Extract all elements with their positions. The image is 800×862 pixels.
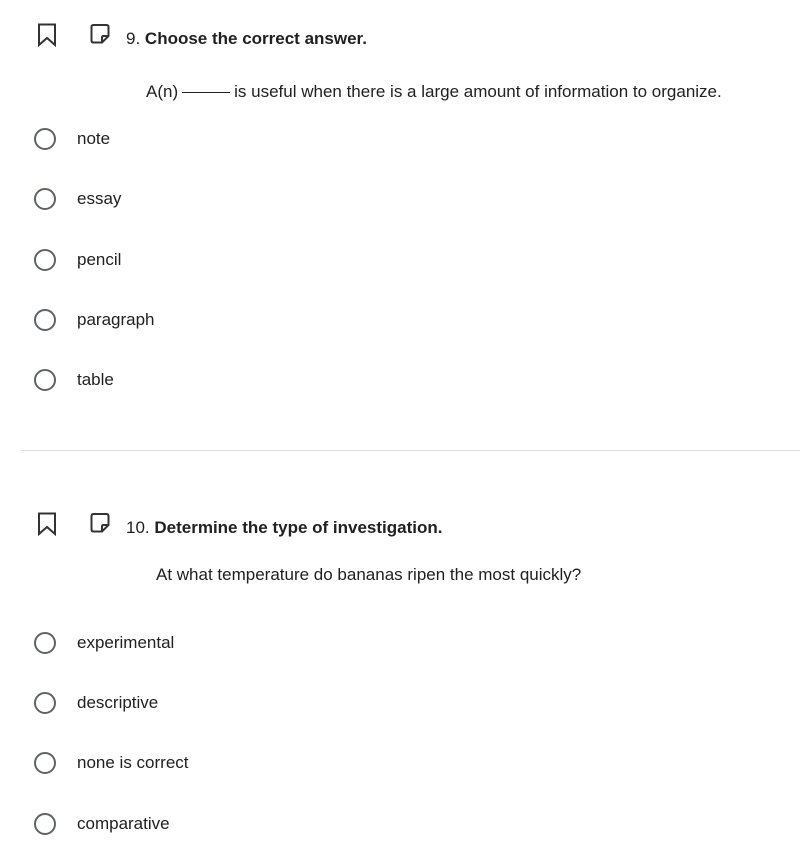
answer-option[interactable] [34,126,110,152]
option-label: none is correct [77,753,189,772]
radio-unselected-icon[interactable] [34,128,56,150]
question-title: Determine the type of investigation. [154,518,443,537]
question-heading [126,29,367,49]
radio-unselected-icon[interactable] [34,752,56,774]
question-prompt [146,82,722,102]
blank-line [182,92,230,93]
answer-option[interactable] [34,750,189,776]
answer-option[interactable] [34,367,114,393]
bookmark-icon[interactable] [37,512,57,536]
option-label: comparative [77,814,170,833]
question-prompt: At what temperature do bananas ripen the most quickly? [156,565,582,584]
answer-option[interactable] [34,690,158,716]
radio-unselected-icon[interactable] [34,692,56,714]
question-heading [126,518,442,538]
option-label: paragraph [77,310,155,329]
sticky-note-icon[interactable] [89,23,111,45]
prompt-text-before: A(n) [146,82,179,101]
sticky-note-icon[interactable] [89,512,111,534]
answer-option[interactable] [34,630,174,656]
bookmark-icon[interactable] [37,23,57,47]
answer-option[interactable] [34,307,155,333]
option-label: pencil [77,250,122,269]
option-label: table [77,370,114,389]
option-label: experimental [77,633,175,652]
question-number: 10. [126,518,150,537]
radio-unselected-icon[interactable] [34,249,56,271]
question-divider [21,450,800,451]
radio-unselected-icon[interactable] [34,369,56,391]
radio-unselected-icon[interactable] [34,632,56,654]
option-label: essay [77,189,122,208]
radio-unselected-icon[interactable] [34,188,56,210]
answer-option[interactable] [34,186,121,212]
question-number: 9. [126,29,141,48]
option-label: descriptive [77,693,159,712]
radio-unselected-icon[interactable] [34,813,56,835]
option-label: note [77,129,111,148]
answer-option[interactable] [34,247,121,273]
answer-option[interactable] [34,811,170,837]
prompt-text-after: is useful when there is a large amount of information to organize. [234,82,722,101]
question-title: Choose the correct answer. [144,29,367,48]
radio-unselected-icon[interactable] [34,309,56,331]
